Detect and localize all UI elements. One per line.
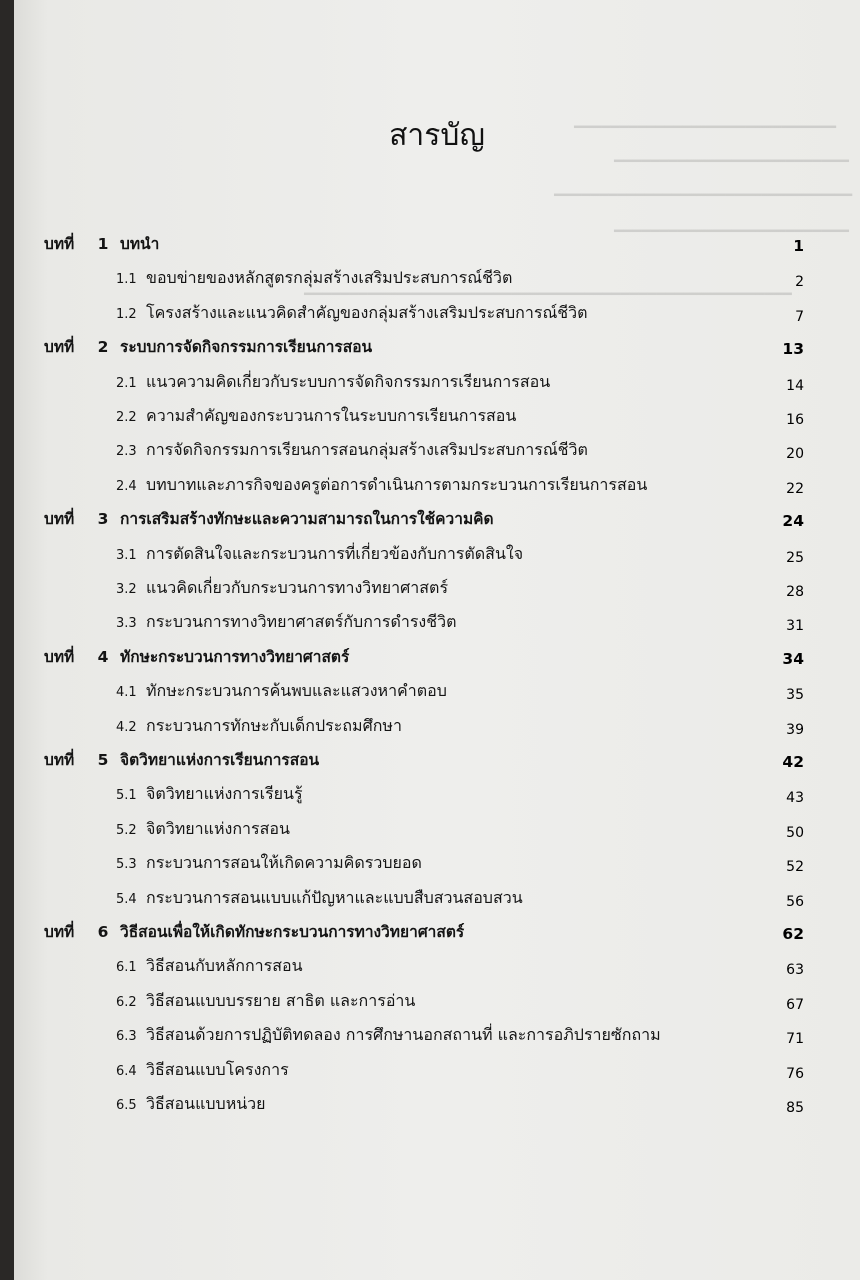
toc-section-row: [116, 367, 550, 397]
section-number: 2.2: [116, 410, 137, 425]
toc-section-row: [116, 986, 415, 1016]
section-page-number: 67: [786, 996, 804, 1013]
chapter-label: บทที่: [44, 923, 75, 941]
toc-section-row: [116, 298, 588, 328]
chapter-title: จิตวิทยาแห่งการเรียนการสอน: [120, 751, 320, 769]
section-page-number: 20: [786, 446, 804, 463]
chapter-title: การเสริมสร้างทักษะและความสามารถในการใช้ความคิด: [120, 510, 494, 529]
section-title: การตัดสินใจและกระบวนการที่เกี่ยวข้องกับการตัดสินใจ: [146, 543, 524, 563]
chapter-page-number: 42: [782, 753, 804, 771]
toc-section-row: [116, 401, 516, 431]
section-number: 4.1: [116, 685, 137, 701]
section-number: 3.3: [116, 616, 137, 632]
toc-section-row: [116, 951, 303, 981]
toc-section-row: [116, 539, 523, 569]
chapter-page-number: 1: [793, 237, 804, 255]
toc-section-row: [116, 779, 303, 809]
section-page-number: 39: [786, 721, 804, 738]
section-title: บทบาทและภารกิจของครูต่อการดำเนินการตามกระบวนการเรียนการสอน: [146, 474, 648, 494]
toc-section-row: [116, 607, 456, 637]
chapter-number: 3: [97, 510, 109, 529]
section-page-number: 28: [786, 584, 804, 600]
section-page-number: 35: [786, 687, 804, 704]
section-page-number: 52: [786, 859, 804, 876]
section-title: กระบวนการทางวิทยาศาสตร์กับการดำรงชีวิต: [146, 612, 457, 632]
chapter-label: บทที่: [44, 510, 75, 529]
chapter-title: ทักษะกระบวนการทางวิทยาศาสตร์: [120, 647, 350, 666]
toc-section-row: [116, 435, 588, 465]
chapter-number: 1: [97, 235, 109, 253]
page-title: สารบัญ: [389, 118, 485, 153]
section-title: กระบวนการสอนแบบแก้ปัญหาและแบบสืบสวนสอบสวน: [146, 887, 523, 907]
section-page-number: 7: [795, 308, 804, 325]
section-number: 3.1: [116, 547, 137, 563]
toc-chapter-row: [44, 504, 494, 534]
toc-section-row: [116, 676, 447, 706]
section-number: 6.5: [116, 1098, 137, 1113]
toc-section-row: [116, 814, 290, 844]
chapter-title: วิธีสอนเพื่อให้เกิดทักษะกระบวนการทางวิทยาศาสตร์: [120, 923, 465, 941]
section-title: วิธีสอนด้วยการปฏิบัติทดลอง การศึกษานอกสถานที่ และการอภิปรายซักถาม: [146, 1025, 661, 1045]
section-page-number: 63: [786, 962, 804, 979]
section-number: 2.4: [116, 478, 137, 494]
section-number: 5.4: [116, 891, 137, 907]
chapter-label: บทที่: [44, 751, 75, 769]
chapter-page-number: 24: [782, 512, 804, 531]
section-title: แนวคิดเกี่ยวกับกระบวนการทางวิทยาศาสตร์: [146, 578, 449, 597]
toc-section-row: [116, 573, 448, 603]
section-number: 6.2: [116, 994, 137, 1010]
chapter-number: 4: [97, 647, 109, 666]
section-number: 2.3: [116, 444, 137, 460]
section-number: 1.1: [116, 272, 137, 288]
section-number: 5.2: [116, 822, 137, 838]
chapter-title: บทนำ: [120, 235, 160, 253]
section-title: ขอบข่ายของหลักสูตรกลุ่มสร้างเสริมประสบการณ์ชีวิต: [146, 268, 513, 288]
toc-section-row: [116, 1089, 266, 1119]
toc-section-row: [116, 883, 523, 913]
section-number: 5.3: [116, 857, 137, 873]
section-number: 6.4: [116, 1063, 137, 1079]
chapter-label: บทที่: [44, 647, 75, 666]
section-title: กระบวนการสอนให้เกิดความคิดรวบยอด: [146, 853, 422, 873]
section-title: วิธีสอนแบบโครงการ: [146, 1059, 289, 1079]
section-page-number: 50: [786, 824, 804, 841]
chapter-page-number: 13: [782, 340, 804, 359]
section-title: การจัดกิจกรรมการเรียนการสอนกลุ่มสร้างเสริมประสบการณ์ชีวิต: [146, 440, 588, 460]
chapter-label: บทที่: [44, 338, 75, 357]
section-title: จิตวิทยาแห่งการสอน: [146, 818, 290, 838]
section-title: วิธีสอนแบบหน่วย: [146, 1094, 266, 1113]
section-page-number: 56: [786, 893, 804, 910]
toc-chapter-row: [44, 229, 159, 259]
section-number: 1.2: [116, 306, 137, 322]
toc-section-row: [116, 711, 402, 741]
section-page-number: 16: [786, 412, 804, 428]
toc-chapter-row: [44, 917, 464, 947]
chapter-label: บทที่: [44, 235, 75, 253]
section-number: 6.3: [116, 1029, 137, 1045]
section-page-number: 85: [786, 1100, 804, 1116]
section-page-number: 2: [795, 274, 804, 291]
toc-section-row: [116, 263, 512, 293]
toc-chapter-row: [44, 642, 349, 672]
toc-section-row: [116, 1055, 289, 1085]
toc-chapter-row: [44, 332, 372, 362]
bleed-through-text: ━━━━━━━━━━━━━━━━━━━━━━━━━━: [614, 152, 849, 170]
section-title: โครงสร้างและแนวคิดสำคัญของกลุ่มสร้างเสริมประสบการณ์ชีวิต: [146, 302, 588, 322]
section-page-number: 22: [786, 480, 804, 497]
chapter-number: 2: [97, 338, 109, 357]
bleed-through-text: ━━━━━━━━━━━━━━━━━━━━━━━━━━━━━: [574, 118, 836, 136]
section-page-number: 31: [786, 618, 804, 635]
chapter-title: ระบบการจัดกิจกรรมการเรียนการสอน: [120, 338, 373, 357]
section-title: จิตวิทยาแห่งการเรียนรู้: [146, 784, 303, 804]
section-number: 6.1: [116, 960, 137, 976]
section-title: ความสำคัญของกระบวนการในระบบการเรียนการสอน: [146, 406, 517, 425]
toc-section-row: [116, 1020, 661, 1050]
chapter-page-number: 34: [782, 649, 804, 668]
section-number: 4.2: [116, 719, 137, 735]
section-page-number: 76: [786, 1065, 804, 1082]
section-title: แนวความคิดเกี่ยวกับระบบการจัดกิจกรรมการเรียนการสอน: [146, 371, 551, 391]
document-page: [14, 0, 860, 1280]
section-number: 3.2: [116, 582, 137, 597]
toc-section-row: [116, 470, 647, 500]
section-title: วิธีสอนกับหลักการสอน: [146, 956, 303, 976]
section-number: 5.1: [116, 788, 137, 804]
section-title: กระบวนการทักษะกับเด็กประถมศึกษา: [146, 715, 402, 735]
bleed-through-text: ━━━━━━━━━━━━━━━━━━━━━━━━━━━━━━━━━: [554, 186, 853, 204]
chapter-page-number: 62: [782, 925, 804, 943]
chapter-number: 5: [97, 751, 109, 769]
chapter-number: 6: [97, 923, 109, 941]
section-title: ทักษะกระบวนการค้นพบและแสวงหาคำตอบ: [146, 681, 447, 701]
toc-section-row: [116, 848, 422, 878]
section-page-number: 71: [786, 1031, 804, 1048]
bleed-through-text: ━━━━━━━━━━━━━━━━━━━━━━━━━━: [614, 222, 849, 240]
bleed-through-text: ━━━━━━━━━━━━━━━━━━━━━━━━━━━━━━━━━━━━━━━━━━━━━━━━━━━━━━: [304, 285, 792, 303]
section-page-number: 14: [786, 377, 804, 394]
section-title: วิธีสอนแบบบรรยาย สาธิต และการอ่าน: [146, 990, 416, 1010]
toc-chapter-row: [44, 745, 319, 775]
section-page-number: 25: [786, 549, 804, 566]
section-page-number: 43: [786, 790, 804, 807]
section-number: 2.1: [116, 375, 137, 391]
